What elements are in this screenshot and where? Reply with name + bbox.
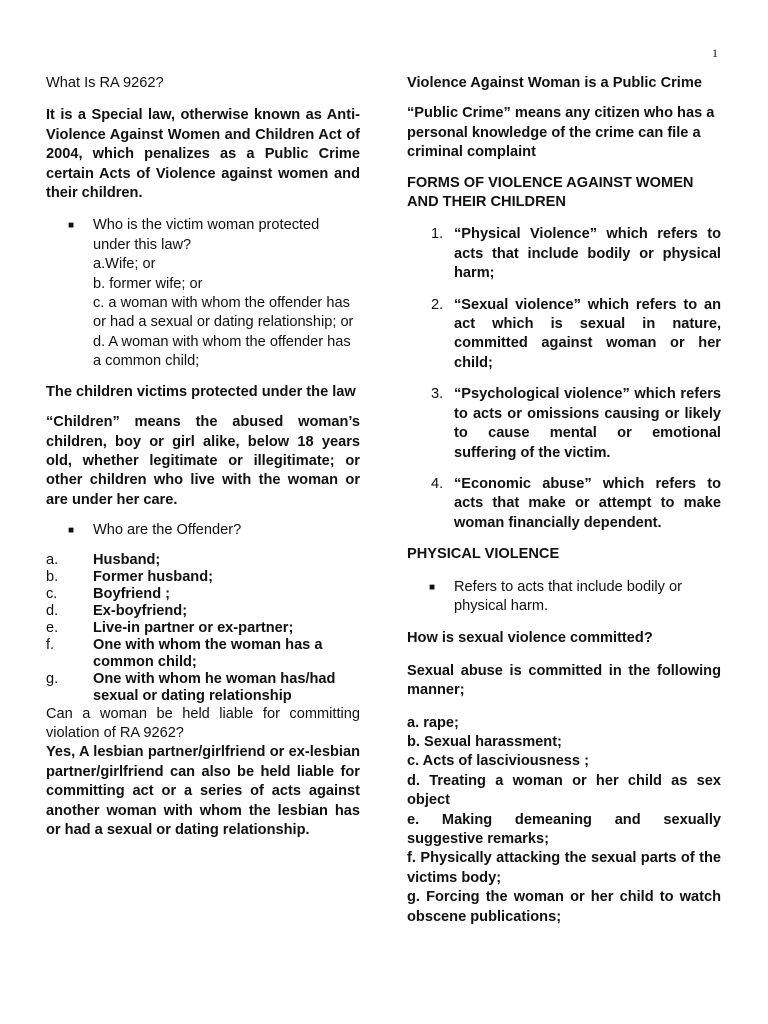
square-bullet-icon: ■: [68, 220, 75, 232]
heading-what-is-ra: What Is RA 9262?: [46, 75, 164, 91]
public-crime-heading: Violence Against Woman is a Public Crime: [407, 75, 702, 91]
sexual-question: How is sexual violence committed?: [407, 630, 653, 647]
victim-item: a.Wife; or: [93, 256, 156, 273]
list-item: f. One with whom the woman has a common child;: [46, 636, 323, 670]
list-item: 2. “Sexual violence” which refers to an act which is sexual in nature, committed against woman or her child;: [431, 296, 721, 371]
forms-heading: FORMS OF VIOLENCE AGAINST WOMEN AND THEIR CHILDREN: [407, 174, 694, 211]
victim-item: d. A woman with whom the offender has a common child;: [93, 333, 351, 370]
list-item: c. Boyfriend ;: [46, 585, 171, 602]
list-item: b. Sexual harassment;: [407, 733, 562, 750]
liable-answer: Yes, A lesbian partner/girlfriend or ex-lesbian partner/girlfriend can also be held liable for committing act or a series of acts against another woman with whom the lesbian has or had a sexual or dating relationship.: [46, 744, 360, 838]
list-item: f. Physically attacking the sexual parts of the victims body;: [407, 850, 721, 886]
physical-heading: PHYSICAL VIOLENCE: [407, 546, 560, 563]
forms-list: [407, 225, 721, 533]
list-item: d. Ex-boyfriend;: [46, 602, 188, 619]
list-item: e. Live-in partner or ex-partner;: [46, 619, 294, 636]
list-item: g. Forcing the woman or her child to watch obscene publications;: [407, 889, 721, 925]
list-item: 4. “Economic abuse” which refers to acts that make or attempt to make woman financially dependent.: [431, 475, 721, 531]
list-item: b. Former husband;: [46, 568, 213, 585]
list-item: d. Treating a woman or her child as sex object: [407, 772, 721, 809]
victim-item: c. a woman with whom the offender has or had a sexual or dating relationship; or: [93, 295, 354, 331]
list-item: c. Acts of lasciviousness ;: [407, 753, 589, 770]
sexual-list: [407, 714, 721, 927]
page-number: 1: [712, 46, 718, 60]
children-definition: “Children” means the abused woman’s children, boy or girl alike, below 18 years old, whether legitimate or illegitimate; or other children who live with the woman or are under her care.: [46, 414, 360, 508]
square-bullet-icon: ■: [68, 525, 75, 537]
liable-question: Can a woman be held liable for committing violation of RA 9262?: [46, 705, 360, 741]
sexual-intro: Sexual abuse is committed in the following manner;: [407, 662, 721, 699]
physical-bullet: [407, 578, 721, 617]
list-item: 3. “Psychological violence” which refers to acts or omissions causing or likely to cause mental or emotional suffering of the victim.: [431, 386, 721, 461]
offender-list: [46, 552, 360, 705]
victim-item: b. former wife; or: [93, 275, 203, 292]
children-heading: The children victims protected under the law: [46, 383, 356, 400]
right-column: [407, 74, 721, 927]
victim-question: Who is the victim woman protected under this law?: [93, 217, 320, 253]
intro-paragraph: It is a Special law, otherwise known as Anti-Violence Against Women and Children Act of 2004, which penalizes as a Public Crime certain Acts of Violence against women and their children.: [46, 107, 360, 202]
offender-question: Who are the Offender?: [93, 522, 242, 539]
left-column: [46, 74, 360, 840]
list-item: a. Husband;: [46, 551, 161, 568]
victim-bullet: [46, 216, 360, 371]
list-item: a. rape;: [407, 714, 459, 731]
list-item: 1. “Physical Violence” which refers to acts that include bodily or physical harm;: [431, 226, 721, 282]
physical-bullet-text: Refers to acts that include bodily or physical harm.: [454, 578, 682, 614]
offender-bullet: [46, 521, 360, 540]
square-bullet-icon: ■: [429, 581, 436, 593]
list-item: e. Making demeaning and sexually suggestive remarks;: [407, 811, 721, 847]
list-item: g. One with whom he woman has/had sexual or dating relationship: [46, 670, 336, 704]
public-crime-definition: “Public Crime” means any citizen who has a personal knowledge of the crime can file a criminal complaint: [407, 105, 715, 161]
